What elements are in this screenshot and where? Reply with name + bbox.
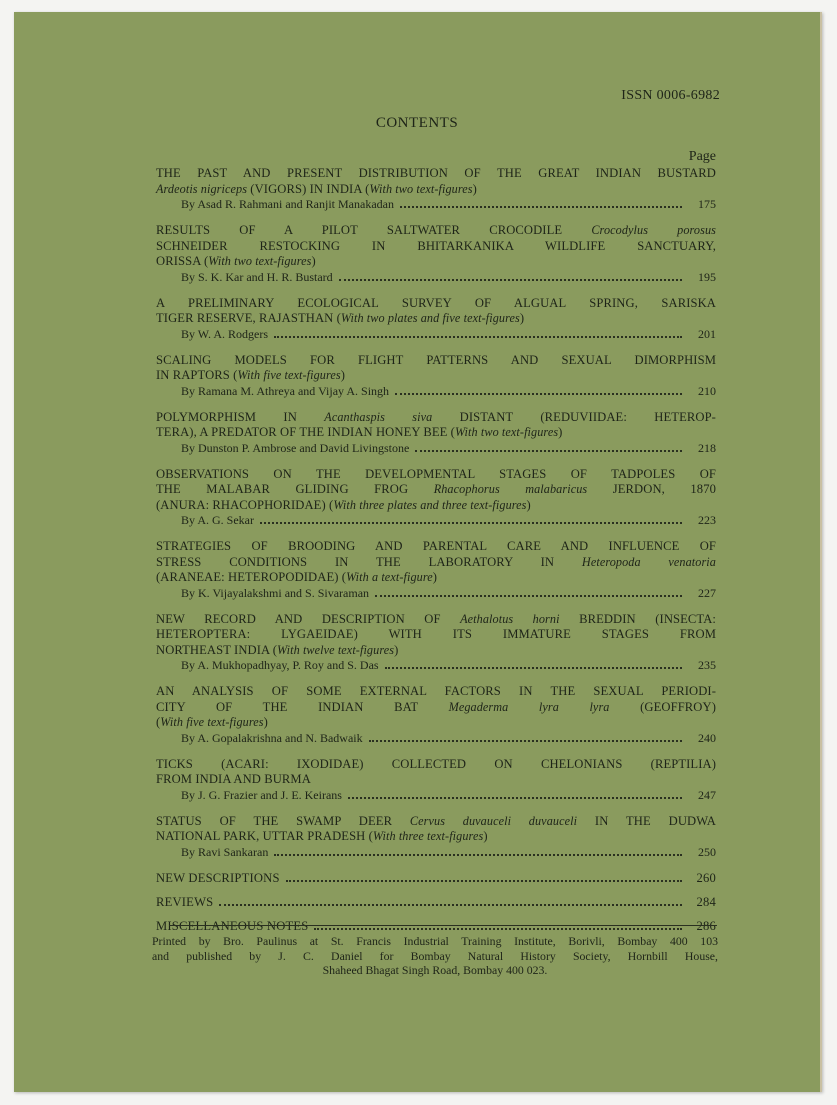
toc-entry-authors: By Asad R. Rahmani and Ranjit Manakadan (181, 197, 394, 211)
imprint-line: and published by J. C. Daniel for Bombay Natural History Society, Hornbill House, (152, 948, 718, 963)
title-segment: THE MALABAR GLIDING FROG (156, 482, 434, 496)
toc-entry-title-line (156, 410, 716, 426)
title-segment: NORTHEAST INDIA ( (156, 642, 278, 657)
dot-leader (314, 919, 682, 930)
journal-back-cover (14, 12, 822, 1092)
toc-entry-title-line (156, 555, 716, 571)
toc-entry-title-line (156, 482, 716, 498)
toc-entry-title-line (156, 700, 716, 716)
toc-section-page-number: 260 (696, 870, 716, 885)
toc-entry-page-number: 250 (698, 844, 716, 859)
toc-entry-title-line (156, 643, 716, 659)
toc-entry-page-number: 201 (698, 326, 716, 341)
toc-entry-title-line (156, 311, 716, 327)
toc-section-label: REVIEWS (156, 894, 214, 909)
toc-entry-byline (156, 845, 716, 860)
dot-leader (219, 895, 682, 906)
toc-entry-authors: By J. G. Frazier and J. E. Keirans (181, 787, 342, 802)
toc-entry-title-line (156, 223, 716, 239)
toc-entry-title-line (156, 627, 716, 643)
toc-entry-authors: By A. G. Sekar (181, 513, 254, 527)
toc-entry (156, 467, 716, 529)
title-italic-segment: With three plates and three text-figures (333, 497, 527, 512)
title-segment: THE PAST AND PRESENT DISTRIBUTION OF THE GREAT INDIAN BUSTARD (156, 166, 716, 180)
title-segment: TERA), A PREDATOR OF THE INDIAN HONEY BEE ( (156, 425, 455, 439)
toc-entry-authors: By K. Vijayalakshmi and S. Sivaraman (181, 585, 370, 600)
toc-entry-byline (156, 441, 716, 456)
toc-entry-title-line (156, 498, 716, 514)
title-italic-segment: Megaderma lyra lyra (448, 699, 610, 714)
toc-entry-title-line (156, 539, 716, 555)
title-segment: NATIONAL PARK, UTTAR PRADESH ( (156, 829, 373, 843)
title-italic-segment: With two text-figures (208, 254, 312, 268)
title-italic-segment: Rhacophorus malabaricus (433, 482, 588, 496)
toc-entry-title-line (156, 353, 716, 369)
toc-entry-byline (156, 658, 716, 673)
title-italic-segment: With five text-figures (160, 715, 264, 729)
title-segment: A PRELIMINARY ECOLOGICAL SURVEY OF ALGUAL SPRING, SARISKA (156, 295, 716, 310)
dot-leader (375, 586, 682, 597)
toc-section-label: NEW DESCRIPTIONS (156, 870, 280, 885)
toc-entry-byline (156, 384, 716, 399)
toc-entry-title-line (156, 612, 716, 628)
toc-entry-page-number: 210 (698, 383, 716, 398)
title-italic-segment: Aethalotus horni (460, 611, 560, 626)
dot-leader (415, 441, 682, 452)
toc-entry-title-line (156, 425, 716, 441)
title-italic-segment: Heteropoda venatoria (581, 554, 716, 569)
title-segment: DISTANT (REDUVIIDAE: HETEROP- (432, 409, 716, 424)
toc-entry (156, 612, 716, 674)
title-segment: ) (394, 642, 399, 657)
toc-section-entry (156, 871, 716, 886)
toc-section-entry (156, 895, 716, 910)
toc-entry-page-number: 195 (698, 269, 716, 284)
title-segment: ) (263, 715, 268, 729)
contents-heading: CONTENTS (375, 115, 459, 131)
title-segment: SCHNEIDER RESTOCKING IN BHITARKANIKA WILDLIFE SANCTUARY, (156, 238, 716, 253)
toc-entry (156, 410, 716, 456)
toc-entry (156, 539, 716, 601)
title-segment: SCALING MODELS FOR FLIGHT PATTERNS AND SEXUAL DIMORPHISM (156, 352, 716, 367)
title-segment: ) (472, 181, 477, 196)
title-segment: ORISSA ( (156, 254, 209, 268)
toc-entry-page-number: 218 (698, 440, 716, 455)
title-italic-segment: Cervus duvauceli duvauceli (409, 813, 578, 828)
dot-leader (286, 871, 682, 882)
toc-entry-title-line (156, 254, 716, 270)
title-segment: (ARANEAE: HETEROPODIDAE) ( (156, 570, 347, 584)
title-italic-segment: With five text-figures (237, 368, 341, 382)
toc-entry (156, 353, 716, 399)
title-italic-segment: With three text-figures (372, 829, 484, 843)
dot-leader (260, 513, 682, 524)
toc-entry-title-line (156, 772, 716, 788)
title-segment: IN THE DUDWA (577, 813, 716, 828)
title-italic-segment: Crocodylus porosus (591, 223, 716, 237)
title-segment: HETEROPTERA: LYGAEIDAE) WITH ITS IMMATURE STAGES FROM (156, 627, 716, 641)
title-segment: (GEOFFROY) (609, 699, 716, 714)
title-italic-segment: With two plates and five text-figures (340, 311, 520, 325)
title-segment: ) (311, 254, 316, 268)
toc-section-label: MISCELLANEOUS NOTES (156, 918, 309, 933)
toc-entry-byline (156, 788, 716, 803)
toc-entry (156, 166, 716, 212)
title-italic-segment: Acanthaspis siva (324, 409, 433, 424)
toc-entry (156, 223, 716, 285)
dot-leader (274, 845, 682, 856)
dot-leader (400, 197, 682, 208)
toc-entry-authors: By Ravi Sankaran (181, 844, 269, 859)
title-italic-segment: With a text-figure (346, 570, 433, 584)
title-segment: ) (432, 570, 438, 584)
title-segment: ) (558, 425, 563, 439)
toc-entry-authors: By A. Mukhopadhyay, P. Roy and S. Das (181, 658, 379, 672)
toc-entry-byline (156, 731, 716, 746)
title-segment: BREDDIN (INSECTA: (559, 611, 716, 626)
title-segment: AN ANALYSIS OF SOME EXTERNAL FACTORS IN THE SEXUAL PERIODI- (156, 684, 716, 698)
toc-entry-authors: By Ramana M. Athreya and Vijay A. Singh (181, 383, 390, 398)
toc-entry (156, 757, 716, 803)
title-segment: RESULTS OF A PILOT SALTWATER CROCODILE (156, 223, 592, 237)
title-segment: STRESS CONDITIONS IN THE LABORATORY IN (156, 554, 582, 569)
page-column-header: Page (688, 149, 716, 164)
imprint-line: Printed by Bro. Paulinus at St. Francis Industrial Training Institute, Borivli, Bombay 400 103 (152, 934, 718, 948)
title-segment: JERDON, 1870 (587, 482, 717, 496)
dot-leader (348, 788, 682, 799)
dot-leader (339, 270, 682, 281)
title-segment: ) (519, 311, 525, 325)
toc-entry-title-line (156, 757, 716, 773)
toc-entry-page-number: 223 (698, 513, 716, 527)
dot-leader (385, 658, 682, 669)
toc-entry (156, 814, 716, 860)
title-segment: CITY OF THE INDIAN BAT (156, 699, 449, 714)
title-segment: (ANURA: RHACOPHORIDAE) ( (156, 497, 334, 512)
toc-entry-byline (156, 270, 716, 285)
title-segment: FROM INDIA AND BURMA (156, 772, 311, 786)
toc-entry (156, 296, 716, 342)
toc-entry-title-line (156, 684, 716, 700)
toc-entry-title-line (156, 570, 716, 586)
toc-entry-byline (156, 513, 716, 528)
title-segment: OBSERVATIONS ON THE DEVELOPMENTAL STAGES OF TADPOLES OF (156, 466, 716, 481)
title-segment: ) (483, 829, 488, 843)
toc-entry-title-line (156, 467, 716, 483)
toc-entry-title-line (156, 166, 716, 182)
dot-leader (274, 327, 682, 338)
printer-imprint (152, 934, 718, 978)
toc-entry-title-line (156, 814, 716, 830)
title-segment: STRATEGIES OF BROODING AND PARENTAL CARE AND INFLUENCE OF (156, 539, 716, 553)
toc-entry-byline (156, 327, 716, 342)
toc-section-page-number: 284 (696, 894, 716, 909)
toc-entry-title-line (156, 182, 716, 198)
dot-leader (369, 731, 682, 742)
title-italic-segment: Ardeotis nigriceps (156, 181, 248, 196)
toc-entry-byline (156, 586, 716, 601)
title-segment: (VIGORS) IN INDIA ( (247, 181, 370, 196)
toc-entry-title-line (156, 715, 716, 731)
dot-leader (395, 384, 682, 395)
title-segment: ) (340, 368, 346, 382)
toc-entry-page-number: 240 (698, 730, 716, 745)
title-segment: TICKS (ACARI: IXODIDAE) COLLECTED ON CHELONIANS (REPTILIA) (156, 756, 716, 771)
toc-section-entry (156, 919, 716, 934)
title-segment: IN RAPTORS ( (156, 368, 238, 382)
toc-entry-authors: By S. K. Kar and H. R. Bustard (181, 269, 333, 284)
title-segment: STATUS OF THE SWAMP DEER (156, 813, 410, 828)
title-segment: POLYMORPHISM IN (156, 409, 325, 424)
imprint-line: Shaheed Bhagat Singh Road, Bombay 400 023. (322, 963, 548, 977)
title-italic-segment: With twelve text-figures (277, 642, 395, 657)
toc-entry-title-line (156, 239, 716, 255)
table-of-contents (156, 166, 716, 943)
toc-entry-byline (156, 197, 716, 212)
toc-entry-authors: By A. Gopalakrishna and N. Badwaik (181, 730, 363, 745)
toc-entry-authors: By W. A. Rodgers (181, 326, 269, 341)
title-italic-segment: With two text-figures (369, 181, 473, 196)
toc-entry (156, 684, 716, 746)
title-italic-segment: With two text-figures (454, 425, 559, 439)
title-segment: ) (526, 497, 531, 512)
toc-entry-page-number: 227 (698, 585, 716, 600)
toc-entry-title-line (156, 829, 716, 845)
toc-section-page-number: 286 (696, 918, 716, 933)
divider-rule (169, 925, 717, 926)
issn-number: ISSN 0006-6982 (621, 88, 720, 103)
toc-entry-title-line (156, 296, 716, 312)
title-segment: NEW RECORD AND DESCRIPTION OF (156, 611, 461, 626)
toc-entry-page-number: 235 (698, 658, 716, 672)
toc-entry-page-number: 175 (698, 197, 716, 211)
title-segment: ( (156, 715, 161, 729)
toc-entry-authors: By Dunston P. Ambrose and David Livingstone (181, 440, 410, 455)
toc-entry-title-line (156, 368, 716, 384)
toc-entry-page-number: 247 (698, 787, 716, 802)
title-segment: TIGER RESERVE, RAJASTHAN ( (156, 311, 341, 325)
